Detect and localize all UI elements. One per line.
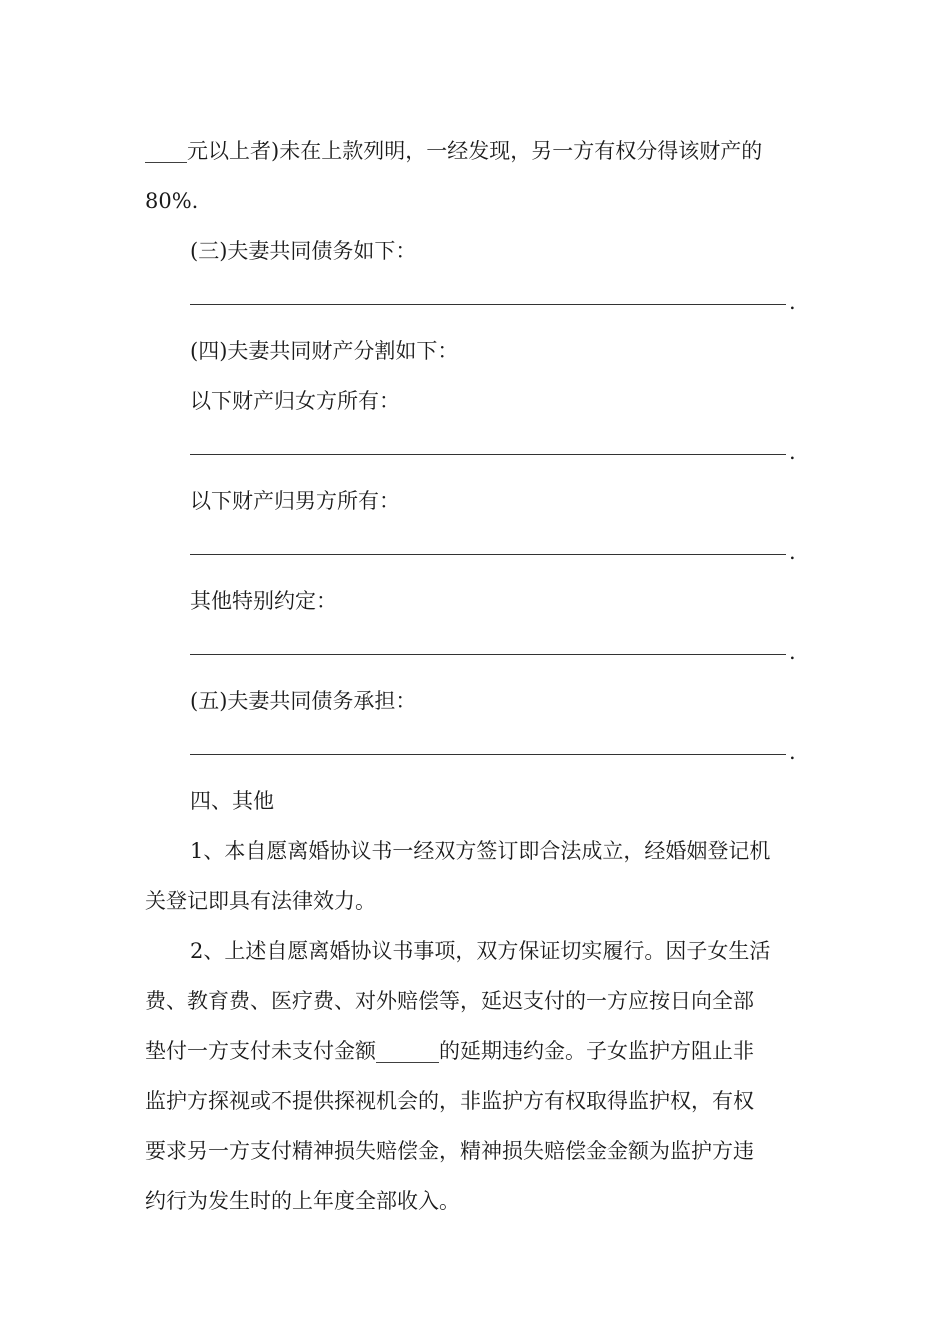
period: . [789, 440, 796, 464]
penalty-blank: ______ [376, 1039, 439, 1063]
period: . [789, 540, 796, 564]
paragraph-2-line: 监护方探视或不提供探视机会的，非监护方有权取得监护权，有权 [145, 1089, 754, 1113]
underline [190, 654, 786, 655]
female-property-label: 以下财产归女方所有： [190, 389, 400, 413]
paragraph-1-line: 1、本自愿离婚协议书一经双方签订即合法成立，经婚姻登记机 [190, 839, 771, 863]
paragraph-2-line: 2、上述自愿离婚协议书事项，双方保证切实履行。因子女生活 [190, 939, 771, 963]
period: . [789, 640, 796, 664]
underline [190, 454, 786, 455]
section-heading-common-debts: (三)夫妻共同债务如下： [190, 239, 417, 263]
underline [190, 304, 786, 305]
special-terms-label: 其他特别约定： [190, 589, 337, 613]
fill-in-blank-line [190, 437, 800, 467]
paragraph-2-line: 要求另一方支付精神损失赔偿金，精神损失赔偿金金额为监护方违 [145, 1139, 754, 1163]
amount-blank: ____ [145, 139, 187, 163]
fill-in-blank-line [190, 637, 800, 667]
text-fragment: 元以上者)未在上款列明，一经发现，另一方有权分得该财产的 [187, 139, 763, 163]
period: . [789, 740, 796, 764]
text-fragment: 垫付一方支付未支付金额 [145, 1039, 376, 1063]
fill-in-blank-line [190, 537, 800, 567]
section-heading-property-division: (四)夫妻共同财产分割如下： [190, 339, 459, 363]
section-heading-debt-bearing: (五)夫妻共同债务承担： [190, 689, 417, 713]
underline [190, 754, 786, 755]
text-line: 80%. [145, 189, 199, 213]
paragraph-1-line: 关登记即具有法律效力。 [145, 889, 376, 913]
paragraph-2-line: 费、教育费、医疗费、对外赔偿等，延迟支付的一方应按日向全部 [145, 989, 754, 1013]
male-property-label: 以下财产归男方所有： [190, 489, 400, 513]
text-line [145, 136, 810, 166]
paragraph-2-line [145, 1036, 810, 1066]
fill-in-blank-line [190, 737, 800, 767]
underline [190, 554, 786, 555]
part-heading-other: 四、其他 [190, 789, 274, 813]
period: . [789, 290, 796, 314]
paragraph-2-line: 约行为发生时的上年度全部收入。 [145, 1189, 460, 1213]
text-fragment: 的延期违约金。子女监护方阻止非 [439, 1039, 754, 1063]
fill-in-blank-line [190, 287, 800, 317]
